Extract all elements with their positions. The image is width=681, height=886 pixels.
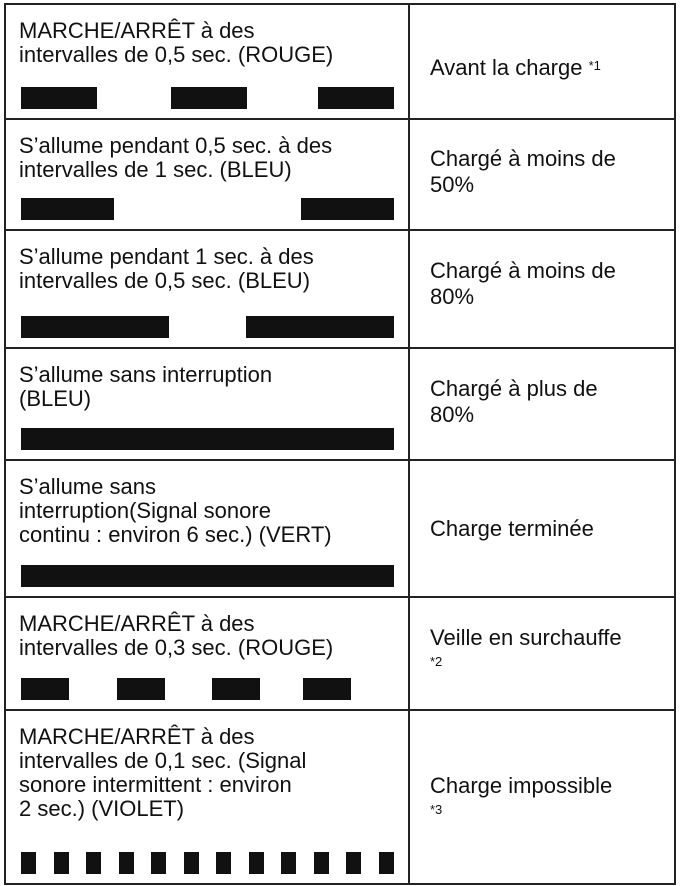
blink-bars xyxy=(21,198,394,220)
status-text: Charge terminée xyxy=(430,516,594,541)
blink-bar xyxy=(303,678,351,700)
blink-bar xyxy=(119,852,134,874)
status-cell xyxy=(409,230,675,348)
status-cell xyxy=(409,460,675,597)
led-status-table xyxy=(4,3,676,885)
pattern-text: S’allume pendant 1 sec. à des intervalles de 0,5 sec. (BLEU) xyxy=(19,244,314,293)
status-text: Chargé à plus de 80% xyxy=(430,376,598,427)
table-row xyxy=(5,119,675,230)
blink-bar xyxy=(216,852,231,874)
pattern-text: S’allume sans interruption(Signal sonore continu : environ 6 sec.) (VERT) xyxy=(19,474,332,547)
footnote-mark: *3 xyxy=(430,802,443,817)
status-text: Chargé à moins de 80% xyxy=(430,258,616,309)
blink-bar xyxy=(21,678,69,700)
pattern-text: MARCHE/ARRÊT à des intervalles de 0,3 sec. (ROUGE) xyxy=(19,611,334,660)
status-cell xyxy=(409,710,675,884)
footnote-mark: *2 xyxy=(430,654,443,669)
pattern-cell xyxy=(5,348,409,460)
blink-bars xyxy=(21,678,394,700)
status-text: Avant la charge xyxy=(430,55,583,80)
blink-bars xyxy=(21,565,394,587)
status-text: Charge impossible xyxy=(430,773,613,798)
blink-bar xyxy=(151,852,166,874)
pattern-cell xyxy=(5,230,409,348)
table-row xyxy=(5,348,675,460)
pattern-text: S’allume sans interruption (BLEU) xyxy=(19,362,273,411)
steady-bar xyxy=(21,565,394,587)
status-cell xyxy=(409,597,675,710)
blink-bar xyxy=(21,316,169,338)
table-row xyxy=(5,597,675,710)
pattern-cell xyxy=(5,119,409,230)
blink-bar xyxy=(314,852,329,874)
pattern-text: MARCHE/ARRÊT à des intervalles de 0,5 sec. (ROUGE) xyxy=(19,18,334,67)
blink-bars xyxy=(21,87,394,109)
table-row xyxy=(5,710,675,884)
blink-bar xyxy=(301,198,394,220)
status-cell xyxy=(409,348,675,460)
status-text: Chargé à moins de 50% xyxy=(430,146,616,197)
blink-bar xyxy=(318,87,394,109)
blink-bar xyxy=(246,316,394,338)
pattern-text: S’allume pendant 0,5 sec. à des intervalles de 1 sec. (BLEU) xyxy=(19,133,333,182)
blink-bar xyxy=(86,852,101,874)
blink-bar xyxy=(171,87,247,109)
pattern-cell xyxy=(5,597,409,710)
blink-bar xyxy=(54,852,69,874)
table-row xyxy=(5,460,675,597)
status-cell xyxy=(409,119,675,230)
blink-bars xyxy=(21,852,394,874)
status-cell xyxy=(409,4,675,119)
blink-bar xyxy=(117,678,165,700)
blink-bar xyxy=(21,87,97,109)
blink-bar xyxy=(212,678,260,700)
footnote-mark: *1 xyxy=(588,58,601,73)
steady-bar xyxy=(21,428,394,450)
blink-bars xyxy=(21,316,394,338)
blink-bar xyxy=(184,852,199,874)
status-text: Veille en surchauffe xyxy=(430,625,622,650)
blink-bar xyxy=(249,852,264,874)
pattern-cell xyxy=(5,4,409,119)
blink-bar xyxy=(21,852,36,874)
pattern-cell xyxy=(5,710,409,884)
blink-bars xyxy=(21,428,394,450)
blink-bar xyxy=(21,198,114,220)
pattern-cell xyxy=(5,460,409,597)
pattern-text: MARCHE/ARRÊT à des intervalles de 0,1 sec. (Signal sonore intermittent : environ 2 sec.) (VIOLET) xyxy=(19,724,307,821)
blink-bar xyxy=(379,852,394,874)
table-row xyxy=(5,4,675,119)
blink-bar xyxy=(346,852,361,874)
blink-bar xyxy=(281,852,296,874)
table-row xyxy=(5,230,675,348)
